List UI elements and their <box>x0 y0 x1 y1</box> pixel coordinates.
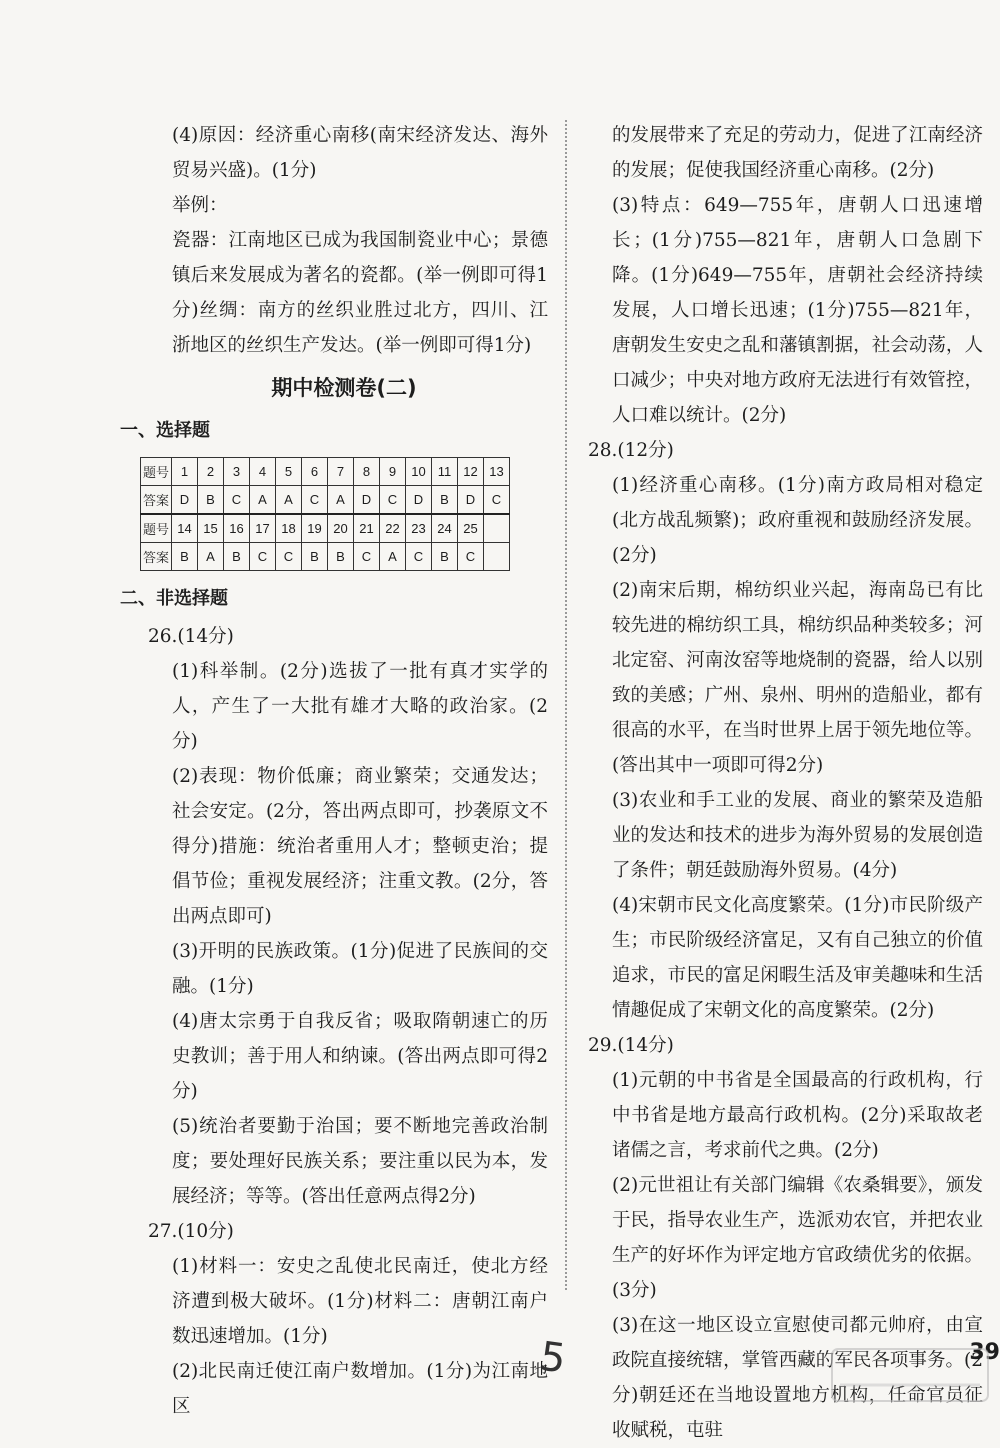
q29-item: (3)在这一地区设立宣慰使司都元帅府，由宣政院直接统辖，掌管西藏的军民各项事务。(2分)朝廷还在当地设置地方机构，任命官员征收赋税，屯驻 <box>612 1315 983 1441</box>
table-row <box>141 514 510 543</box>
question-number-cell: 3 <box>224 458 250 486</box>
table-row <box>141 486 510 515</box>
q26-item: (5)统治者要勤于治国；要不断地完善政治制度；要处理好民族关系；要注重以民为本，发展经济；等等。(答出任意两点得2分) <box>172 1116 548 1207</box>
q27-part3: (3)特点：649—755年，唐朝人口迅速增长；(1分)755—821年，唐朝人口急剧下降。(1分)649—755年，唐朝社会经济持续发展，人口增长迅速；(1分)755—821年，唐朝发生安史之乱和藩镇割据，社会动荡，人口减少；中央对地方政府无法进行有效管控，人口难以统计。(2分) <box>612 195 983 426</box>
answer-cell: B <box>224 543 250 571</box>
table-label: 答案 <box>141 543 172 571</box>
q29-heading: 29.(14分) <box>588 1035 674 1056</box>
q27-item: (2)北民南迁使江南户数增加。(1分)为江南地区 <box>172 1361 548 1417</box>
answer-cell: A <box>328 486 354 515</box>
empty-cell <box>484 543 510 571</box>
answer-cell: D <box>172 486 198 515</box>
question-number-cell: 11 <box>432 458 458 486</box>
answer-cell: A <box>380 543 406 571</box>
section-nonchoice-heading: 二、非选择题 <box>120 588 228 609</box>
question-number-cell: 16 <box>224 514 250 543</box>
question-number-cell: 25 <box>458 514 484 543</box>
question-number-cell: 6 <box>302 458 328 486</box>
question-number-cell: 1 <box>172 458 198 486</box>
answer-cell: B <box>328 543 354 571</box>
answer-cell: C <box>250 543 276 571</box>
q28-item: (2)南宋后期，棉纺织业兴起，海南岛已有比较先进的棉纺织工具，棉纺织品种类较多；河北定窑、河南汝窑等地烧制的瓷器，给人以别致的美感；广州、泉州、明州的造船业，都有很高的水平，在当时世界上居于领先地位等。(答出其中一项即可得2分) <box>612 580 983 776</box>
question-number-cell: 19 <box>302 514 328 543</box>
answer-cell: C <box>224 486 250 515</box>
question-number-cell: 10 <box>406 458 432 486</box>
q25-part4: (4)原因：经济重心南移(南宋经济发达、海外贸易兴盛)。(1分) <box>172 125 548 181</box>
table-row <box>141 543 510 571</box>
answer-cell: C <box>458 543 484 571</box>
table-label: 题号 <box>141 458 172 486</box>
answer-cell: A <box>250 486 276 515</box>
question-number-cell: 14 <box>172 514 198 543</box>
question-number-cell: 23 <box>406 514 432 543</box>
answer-cell: D <box>406 486 432 515</box>
question-number-cell: 15 <box>198 514 224 543</box>
answer-cell: C <box>276 543 302 571</box>
right-column <box>588 118 983 1448</box>
q28-item: (1)经济重心南移。(1分)南方政局相对稳定(北方战乱频繁)；政府重视和鼓励经济发展。(2分) <box>612 475 983 566</box>
exam-title: 期中检测卷(二) <box>271 376 417 400</box>
question-number-cell: 17 <box>250 514 276 543</box>
question-number-cell: 2 <box>198 458 224 486</box>
answer-cell: C <box>406 543 432 571</box>
column-divider <box>565 120 567 1290</box>
answer-cell: A <box>276 486 302 515</box>
answer-cell: C <box>380 486 406 515</box>
example-label: 举例： <box>172 195 228 216</box>
question-number-cell: 8 <box>354 458 380 486</box>
question-number-cell: 24 <box>432 514 458 543</box>
question-number-cell: 5 <box>276 458 302 486</box>
question-number-cell: 12 <box>458 458 484 486</box>
table-label: 答案 <box>141 486 172 515</box>
q26-item: (4)唐太宗勇于自我反省；吸取隋朝速亡的历史教训；善于用人和纳谏。(答出两点即可得2分) <box>172 1011 548 1102</box>
q28-item: (3)农业和手工业的发展、商业的繁荣及造船业的发达和技术的进步为海外贸易的发展创造了条件；朝廷鼓励海外贸易。(4分) <box>612 790 983 881</box>
q29-item: (2)元世祖让有关部门编辑《农桑辑要》，颁发于民，指导农业生产，选派劝农官，并把农业生产的好坏作为评定地方官政绩优劣的依据。(3分) <box>612 1175 983 1301</box>
q27-continued: 的发展带来了充足的劳动力，促进了江南经济的发展；促使我国经济重心南移。(2分) <box>612 125 983 181</box>
q27-heading: 27.(10分) <box>148 1221 234 1242</box>
answer-cell: B <box>432 486 458 515</box>
q26-item: (3)开明的民族政策。(1分)促进了民族间的交融。(1分) <box>172 941 548 997</box>
q26-heading: 26.(14分) <box>148 626 234 647</box>
q26-item: (1)科举制。(2分)选拔了一批有真才实学的人，产生了一大批有雄才大略的政治家。(2分) <box>172 661 548 752</box>
answer-cell: B <box>198 486 224 515</box>
answer-cell: A <box>198 543 224 571</box>
watermark-logo <box>830 1345 990 1405</box>
question-number-cell: 4 <box>250 458 276 486</box>
left-column <box>120 118 548 1424</box>
answer-cell: C <box>354 543 380 571</box>
answer-cell: D <box>354 486 380 515</box>
question-number-cell: 18 <box>276 514 302 543</box>
answer-cell: C <box>484 486 510 515</box>
q29-item: (1)元朝的中书省是全国最高的行政机构，行中书省是地方最高行政机构。(2分)采取故老诸儒之言，考求前代之典。(2分) <box>612 1070 983 1161</box>
empty-cell <box>484 514 510 543</box>
question-number-cell: 20 <box>328 514 354 543</box>
page-number: 39 <box>969 1340 1000 1365</box>
answer-cell: C <box>302 486 328 515</box>
question-number-cell: 7 <box>328 458 354 486</box>
table-label: 题号 <box>141 514 172 543</box>
q27-item: (1)材料一：安史之乱使北民南迁，使北方经济遭到极大破坏。(1分)材料二：唐朝江南户数迅速增加。(1分) <box>172 1256 548 1347</box>
q28-item: (4)宋朝市民文化高度繁荣。(1分)市民阶级产生；市民阶级经济富足，又有自己独立的价值追求，市民的富足闲暇生活及审美趣味和生活情趣促成了宋朝文化的高度繁荣。(2分) <box>612 895 983 1021</box>
answer-cell: D <box>458 486 484 515</box>
answer-cell: B <box>172 543 198 571</box>
section-choice-heading: 一、选择题 <box>120 420 210 441</box>
answer-cell: B <box>432 543 458 571</box>
question-number-cell: 22 <box>380 514 406 543</box>
question-number-cell: 9 <box>380 458 406 486</box>
answer-table <box>140 457 510 571</box>
question-number-cell: 13 <box>484 458 510 486</box>
example-text: 瓷器：江南地区已成为我国制瓷业中心；景德镇后来发展成为著名的瓷都。(举一例即可得1分)丝绸：南方的丝织业胜过北方，四川、江浙地区的丝织生产发达。(举一例即可得1分) <box>172 230 548 356</box>
q26-item: (2)表现：物价低廉；商业繁荣；交通发达；社会安定。(2分，答出两点即可，抄袭原文不得分)措施：统治者重用人才；整顿吏治；提倡节俭；重视发展经济；注重文教。(2分，答出两点即可) <box>172 766 548 927</box>
q28-heading: 28.(12分) <box>588 440 674 461</box>
question-number-cell: 21 <box>354 514 380 543</box>
table-row <box>141 458 510 486</box>
handwritten-mark: 5 <box>536 1333 569 1383</box>
answer-cell: B <box>302 543 328 571</box>
